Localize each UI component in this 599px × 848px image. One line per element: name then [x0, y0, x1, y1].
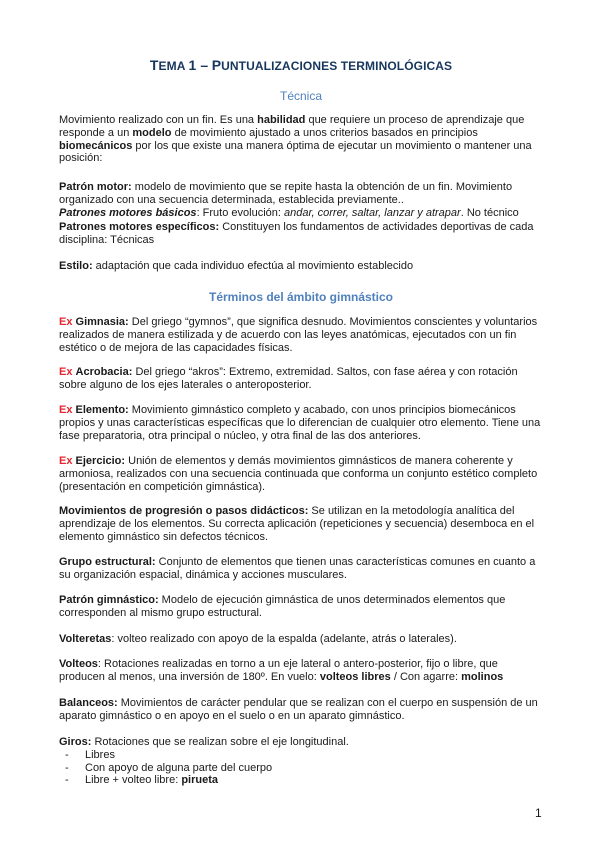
title-part: EMA: [158, 59, 186, 73]
list-item: - Con apoyo de alguna parte del cuerpo: [59, 762, 543, 775]
title-part: T: [149, 57, 159, 73]
page-number: 1: [535, 806, 542, 820]
page-title: [59, 57, 543, 73]
title-part: P: [211, 57, 222, 73]
paragraph-progresion: Movimientos de progresión o pasos didácticos: Se utilizan en la metodología analítica del aprendizaje de los elementos. Su correcta aplicación (repeticiones y secuencia) desemboca en el elemento gimnástico sin defectos técnicos.: [59, 505, 535, 543]
paragraph-volteos: Volteos: Rotaciones realizadas en torno a un eje lateral o antero-posterior, fijo o libre, que producen al menos, una inversión de 180º. En vuelo: volteos libres / Con agarre: molinos: [59, 658, 504, 683]
paragraph-elemento: Ex Elemento: Movimiento gimnástico completo y acabado, con unos principios biomecánicos propios y unas características específicas que lo diferencian de cualquier otro elemento. Tiene una fase preparatoria, otra principal o núcleo, y otra final de las dos anteriores.: [59, 404, 541, 442]
list-item: - Libres: [59, 749, 543, 762]
paragraph-patrones-especificos: Patrones motores específicos: Constituyen los fundamentos de actividades deportivas de cada disciplina: Técnicas: [59, 221, 534, 246]
heading-terminos: Términos del ámbito gimnástico: [208, 290, 394, 304]
heading-tecnica: Técnica: [279, 89, 323, 103]
paragraph-balanceos: Balanceos: Movimientos de carácter pendular que se realizan con el cuerpo en suspensión de un aparato gimnástico o en apoyo en el suelo o en un aparato gimnástico.: [59, 697, 538, 722]
paragraph-gimnasia: Ex Gimnasia: Del griego “gymnos”, que significa desnudo. Movimientos conscientes y voluntarios realizados de manera estilizada y de acuerdo con las leyes anatómicas, ejecutados con un fin estético o de mejora de las capacidades físicas.: [59, 316, 538, 354]
paragraph-volteretas: Volteretas: volteo realizado con apoyo de la espalda (adelante, atrás o laterales).: [59, 633, 457, 645]
paragraph-patron-motor: Patrón motor: modelo de movimiento que se repite hasta la obtención de un fin. Movimiento organizado con una secuencia determinada, establecida previamente..: [59, 181, 513, 206]
paragraph-tecnica: Movimiento realizado con un fin. Es una habilidad que requiere un proceso de aprendizaje que responde a un modelo de movimiento ajustado a unos criterios basados en principios biomecánicos por los que existe una manera óptima de ejecutar un movimiento o mantener una posición:: [59, 114, 532, 165]
paragraph-patron-gimnastico: Patrón gimnástico: Modelo de ejecución gimnástica de unos determinados elementos que corresponden al mismo grupo estructural.: [59, 594, 506, 619]
title-part: 1 –: [188, 57, 209, 73]
paragraph-grupo-estructural: Grupo estructural: Conjunto de elementos que tienen unas características comunes en cuanto a su organización espacial, dinámica y acciones musculares.: [59, 556, 536, 581]
list-item: - Libre + volteo libre: pirueta: [59, 774, 543, 787]
paragraph-acrobacia: Ex Acrobacia: Del griego “akros”: Extremo, extremidad. Saltos, con fase aérea y con rotación sobre alguno de los ejes laterales o anteroposterior.: [59, 366, 518, 391]
paragraph-ejercicio: Ex Ejercicio: Unión de elementos y demás movimientos gimnásticos de manera coherente y armoniosa, realizados con una secuencia continuada que conforma un conjunto estético completo (presentación en competición gimnástica).: [59, 455, 538, 493]
paragraph-estilo: Estilo: adaptación que cada individuo efectúa al movimiento establecido: [59, 260, 414, 272]
paragraph-giros: Giros: Rotaciones que se realizan sobre el eje longitudinal. - Libres - Con apoyo de alguna parte del cuerpo - Libre + volteo libre: pirueta: [59, 736, 543, 787]
title-part: UNTUALIZACIONES TERMINOLÓGICAS: [221, 59, 453, 73]
paragraph-patrones-basicos: Patrones motores básicos: Fruto evolución: andar, correr, saltar, lanzar y atrapar. No técnico: [59, 207, 519, 219]
giros-list: [59, 749, 543, 787]
